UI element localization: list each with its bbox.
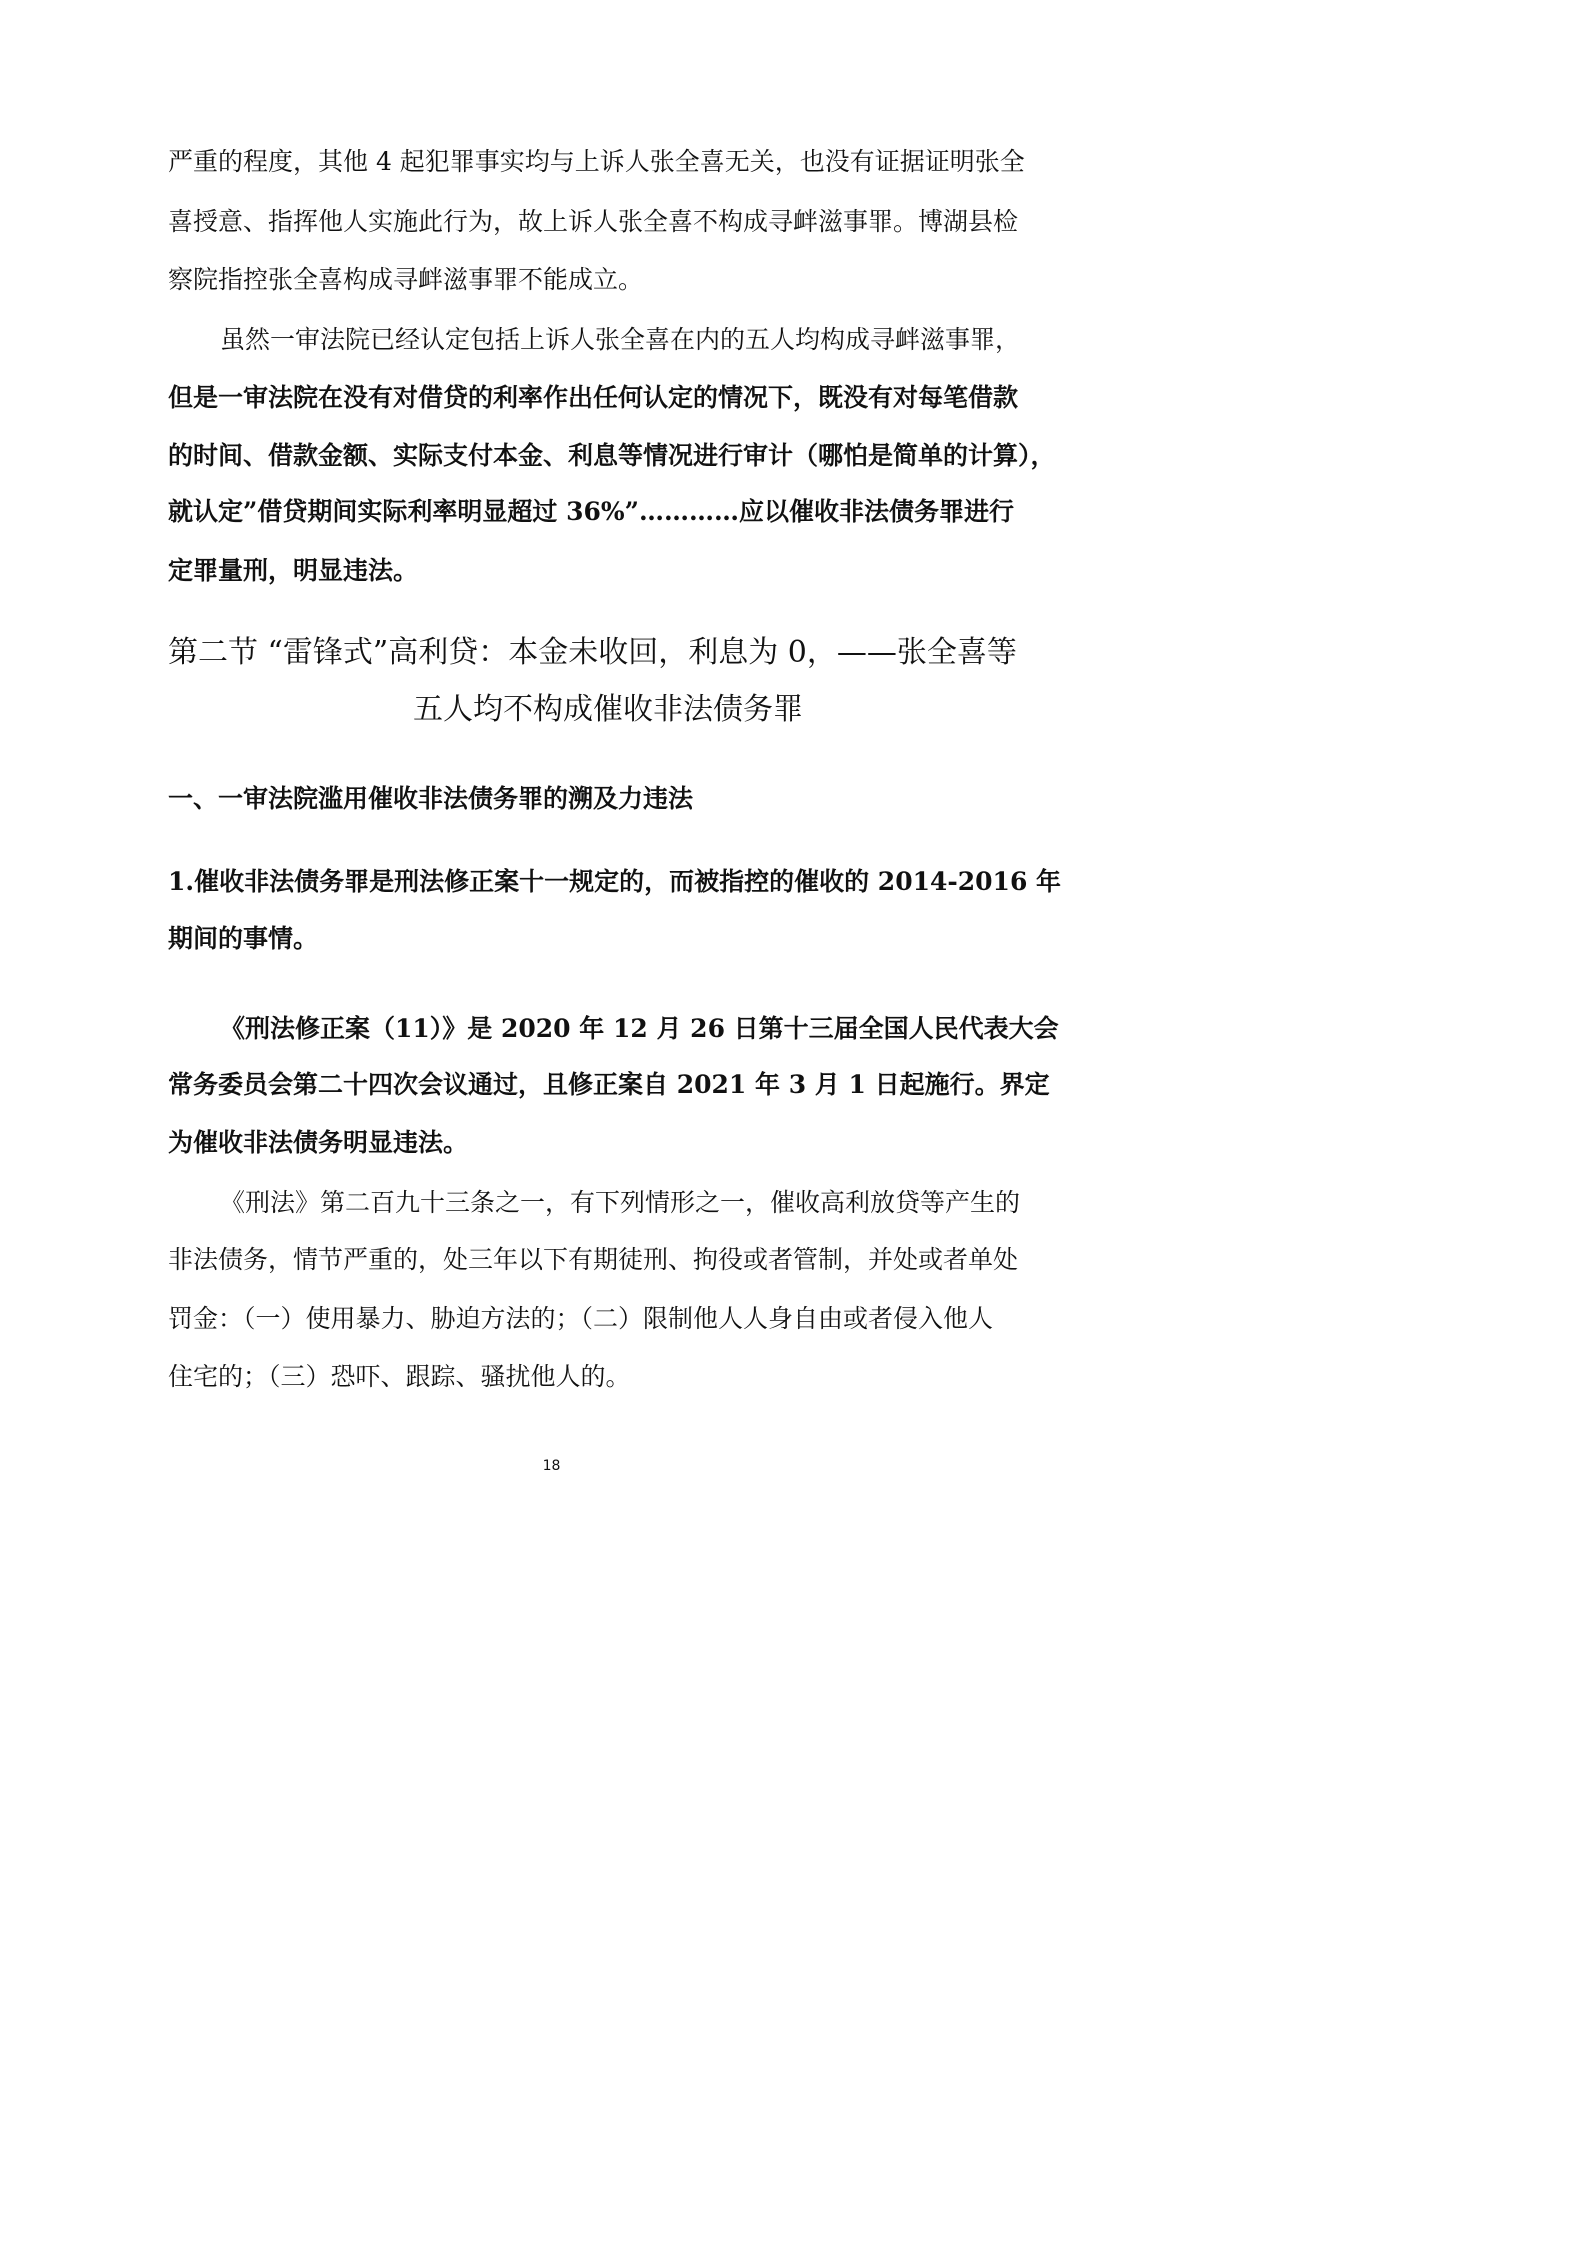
text-line: 常务委员会第二十四次会议通过，且修正案自 2021 年 3 月 1 日起施行。界定 [168,1070,1050,1099]
text-line: 定罪量刑，明显违法。 [168,556,419,585]
text-line: 的时间、借款金额、实际支付本金、利息等情况进行审计（哪怕是简单的计算）， [168,441,1056,470]
text-line: 1.催收非法债务罪是刑法修正案十一规定的，而被指控的催收的 2014-2016 年 [168,867,1062,896]
text-line: 住宅的；（三）恐吓、跟踪、骚扰他人的。 [168,1362,631,1391]
section-heading-line: 五人均不构成催收非法债务罪 [413,692,803,727]
page-number: 18 [542,1458,561,1474]
text-line: 就认定”借贷期间实际利率明显超过 36%”…………应以催收非法债务罪进行 [168,497,1015,526]
text-line: 期间的事情。 [168,924,319,953]
text-line: 严重的程度，其他 4 起犯罪事实均与上诉人张全喜无关，也没有证据证明张全 [168,147,1025,176]
section-heading-line: 第二节 “雷锋式”高利贷：本金未收回，利息为 0，——张全喜等 [168,635,1017,670]
text-line: 虽然一审法院已经认定包括上诉人张全喜在内的五人均构成寻衅滋事罪， [220,325,1021,354]
text-line: 罚金：（一）使用暴力、胁迫方法的；（二）限制他人人身自由或者侵入他人 [168,1304,994,1333]
text-line: 但是一审法院在没有对借贷的利率作出任何认定的情况下，既没有对每笔借款 [168,383,1019,412]
text-line: 非法债务，情节严重的，处三年以下有期徒刑、拘役或者管制，并处或者单处 [168,1245,1019,1274]
text-line: 《刑法》第二百九十三条之一，有下列情形之一，催收高利放贷等产生的 [220,1188,1021,1217]
text-line: 为催收非法债务明显违法。 [168,1128,469,1157]
text-line: 喜授意、指挥他人实施此行为，故上诉人张全喜不构成寻衅滋事罪。博湖县检 [168,207,1019,236]
subheading: 一、一审法院滥用催收非法债务罪的溯及力违法 [168,784,694,813]
document-page [0,0,1103,1562]
text-line: 《刑法修正案（11）》是 2020 年 12 月 26 日第十三届全国人民代表大会 [220,1014,1059,1043]
text-line: 察院指控张全喜构成寻衅滋事罪不能成立。 [168,265,644,294]
